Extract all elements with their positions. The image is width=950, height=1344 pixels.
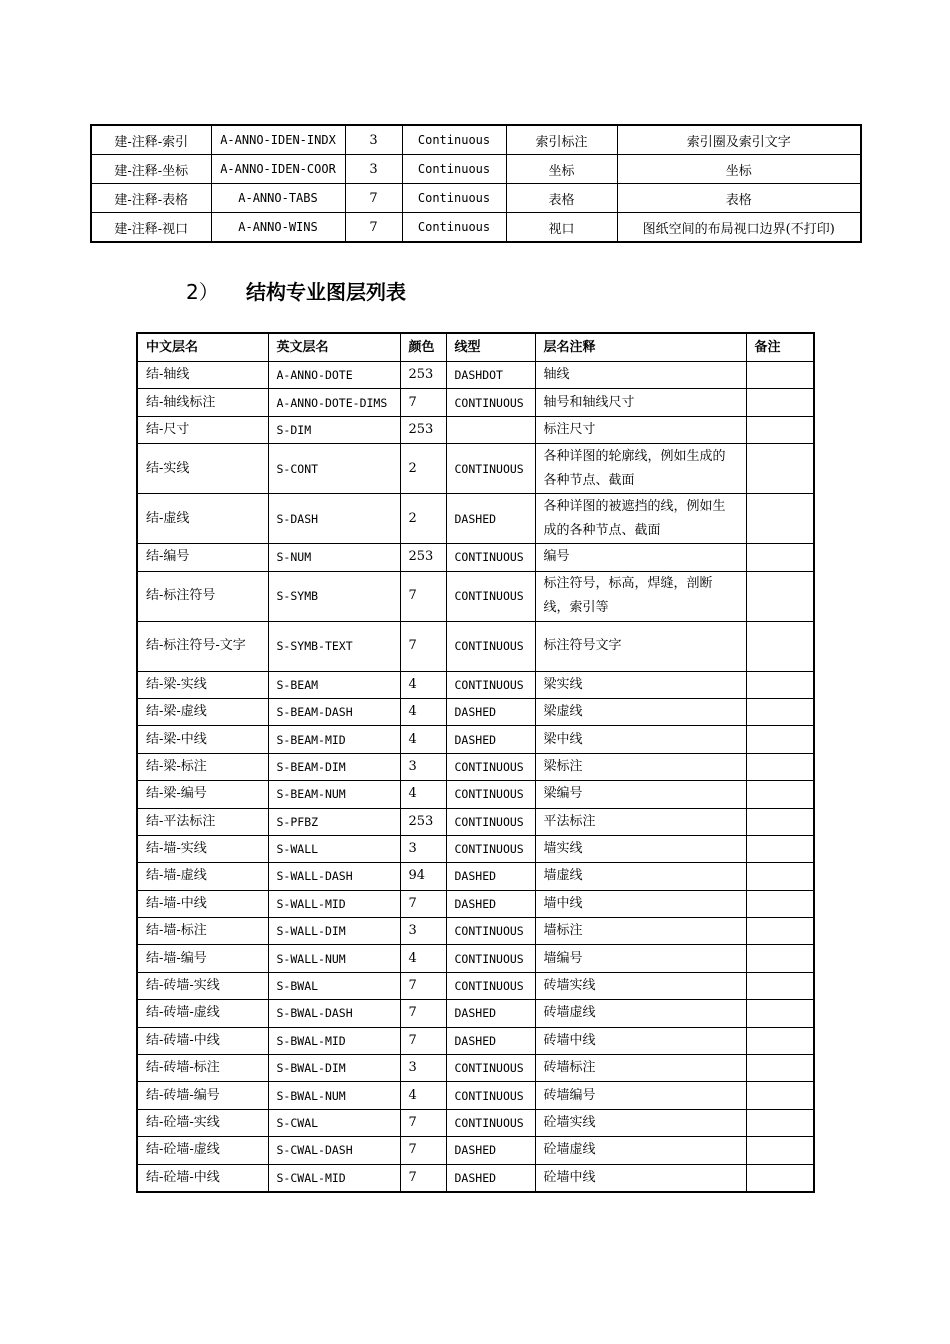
cell-cn-name: 结-平法标注 xyxy=(137,808,268,835)
cell-linetype: Continuous xyxy=(402,155,506,184)
cell-note: 索引标注 xyxy=(506,125,617,155)
cell-en-name: S-NUM xyxy=(268,544,400,571)
cell-cn-name: 结-实线 xyxy=(137,444,268,494)
table-row xyxy=(137,671,814,698)
cell-en-name: S-WALL-DIM xyxy=(268,918,400,945)
cell-linetype: CONTINUOUS xyxy=(446,621,535,671)
cell-cn-name: 结-梁-标注 xyxy=(137,753,268,780)
header-note: 层名注释 xyxy=(535,333,746,362)
cell-cn-name: 建-注释-索引 xyxy=(91,125,211,155)
cell-note: 砖墙标注 xyxy=(535,1055,746,1082)
cell-description: 表格 xyxy=(617,184,861,213)
cell-linetype: CONTINUOUS xyxy=(446,444,535,494)
table-row xyxy=(137,918,814,945)
structure-layer-table-body xyxy=(137,362,814,1192)
cell-cn-name: 结-轴线标注 xyxy=(137,389,268,416)
cell-color: 4 xyxy=(400,671,446,698)
header-en-name: 英文层名 xyxy=(268,333,400,362)
cell-note: 墙虚线 xyxy=(535,863,746,890)
section-title: 结构专业图层列表 xyxy=(246,280,406,304)
table-header-row xyxy=(137,333,814,362)
cell-note: 砖墙编号 xyxy=(535,1082,746,1109)
cell-color: 4 xyxy=(400,781,446,808)
cell-note: 砖墙实线 xyxy=(535,972,746,999)
cell-cn-name: 结-砖墙-标注 xyxy=(137,1055,268,1082)
cell-color: 253 xyxy=(400,544,446,571)
cell-remark xyxy=(746,698,814,725)
table-row xyxy=(91,213,861,243)
cell-color: 4 xyxy=(400,1082,446,1109)
cell-en-name: S-BEAM-DIM xyxy=(268,753,400,780)
cell-remark xyxy=(746,389,814,416)
cell-linetype: DASHED xyxy=(446,1000,535,1027)
cell-linetype: Continuous xyxy=(402,213,506,243)
cell-en-name: S-CONT xyxy=(268,444,400,494)
cell-note: 梁标注 xyxy=(535,753,746,780)
cell-note: 标注符号，标高，焊缝，剖断线，索引等 xyxy=(535,571,746,621)
cell-color: 3 xyxy=(400,1055,446,1082)
cell-color: 7 xyxy=(345,213,402,243)
cell-color: 2 xyxy=(400,444,446,494)
cell-note: 砖墙中线 xyxy=(535,1027,746,1054)
table-row xyxy=(137,1000,814,1027)
table-row xyxy=(137,781,814,808)
cell-cn-name: 结-标注符号-文字 xyxy=(137,621,268,671)
cell-en-name: S-BWAL-DASH xyxy=(268,1000,400,1027)
cell-cn-name: 结-梁-虚线 xyxy=(137,698,268,725)
cell-cn-name: 结-墙-标注 xyxy=(137,918,268,945)
cell-en-name: S-DIM xyxy=(268,416,400,443)
cell-linetype: Continuous xyxy=(402,184,506,213)
cell-linetype: DASHED xyxy=(446,698,535,725)
cell-en-name: S-WALL-NUM xyxy=(268,945,400,972)
table-row xyxy=(137,698,814,725)
cell-note: 平法标注 xyxy=(535,808,746,835)
cell-en-name: S-BWAL-DIM xyxy=(268,1055,400,1082)
cell-color: 94 xyxy=(400,863,446,890)
cell-remark xyxy=(746,571,814,621)
cell-cn-name: 结-墙-虚线 xyxy=(137,863,268,890)
cell-remark xyxy=(746,808,814,835)
cell-note: 编号 xyxy=(535,544,746,571)
cell-color: 7 xyxy=(400,972,446,999)
table-row xyxy=(137,444,814,494)
cell-remark xyxy=(746,1055,814,1082)
cell-note: 墙编号 xyxy=(535,945,746,972)
table-row xyxy=(137,753,814,780)
cell-remark xyxy=(746,835,814,862)
cell-note: 砼墙虚线 xyxy=(535,1137,746,1164)
header-remark: 备注 xyxy=(746,333,814,362)
table-row xyxy=(137,863,814,890)
cell-linetype: Continuous xyxy=(402,125,506,155)
cell-note: 坐标 xyxy=(506,155,617,184)
cell-en-name: A-ANNO-IDEN-INDX xyxy=(211,125,345,155)
table-row xyxy=(91,184,861,213)
table-row xyxy=(137,972,814,999)
cell-remark xyxy=(746,890,814,917)
cell-cn-name: 结-墙-编号 xyxy=(137,945,268,972)
cell-en-name: S-BWAL-MID xyxy=(268,1027,400,1054)
table-row xyxy=(137,1027,814,1054)
table-row xyxy=(137,544,814,571)
cell-linetype: DASHED xyxy=(446,726,535,753)
cell-linetype: DASHED xyxy=(446,1027,535,1054)
table-row xyxy=(137,726,814,753)
cell-remark xyxy=(746,671,814,698)
architecture-layer-table-body xyxy=(91,125,861,242)
table-row xyxy=(137,571,814,621)
cell-en-name: S-SYMB-TEXT xyxy=(268,621,400,671)
cell-remark xyxy=(746,1000,814,1027)
cell-linetype: CONTINUOUS xyxy=(446,671,535,698)
cell-en-name: S-BEAM xyxy=(268,671,400,698)
cell-cn-name: 结-墙-实线 xyxy=(137,835,268,862)
table-row xyxy=(137,389,814,416)
cell-remark xyxy=(746,863,814,890)
cell-color: 3 xyxy=(400,835,446,862)
cell-linetype: CONTINUOUS xyxy=(446,835,535,862)
cell-en-name: A-ANNO-TABS xyxy=(211,184,345,213)
cell-cn-name: 结-尺寸 xyxy=(137,416,268,443)
cell-note: 标注符号文字 xyxy=(535,621,746,671)
cell-note: 梁虚线 xyxy=(535,698,746,725)
table-row xyxy=(137,494,814,544)
table-row xyxy=(137,1082,814,1109)
cell-remark xyxy=(746,918,814,945)
cell-note: 砖墙虚线 xyxy=(535,1000,746,1027)
table-row xyxy=(137,362,814,389)
cell-color: 7 xyxy=(345,184,402,213)
cell-note: 标注尺寸 xyxy=(535,416,746,443)
cell-cn-name: 结-虚线 xyxy=(137,494,268,544)
cell-cn-name: 建-注释-视口 xyxy=(91,213,211,243)
cell-en-name: S-BWAL xyxy=(268,972,400,999)
cell-remark xyxy=(746,945,814,972)
cell-linetype: CONTINUOUS xyxy=(446,753,535,780)
cell-cn-name: 结-砼墙-中线 xyxy=(137,1164,268,1192)
cell-linetype: DASHDOT xyxy=(446,362,535,389)
cell-cn-name: 建-注释-表格 xyxy=(91,184,211,213)
cell-en-name: A-ANNO-IDEN-COOR xyxy=(211,155,345,184)
cell-en-name: S-WALL xyxy=(268,835,400,862)
cell-remark xyxy=(746,1137,814,1164)
cell-en-name: S-PFBZ xyxy=(268,808,400,835)
cell-color: 3 xyxy=(345,155,402,184)
table-row xyxy=(137,808,814,835)
cell-note: 轴线 xyxy=(535,362,746,389)
cell-en-name: S-CWAL-MID xyxy=(268,1164,400,1192)
table-row xyxy=(137,416,814,443)
table-row xyxy=(137,1109,814,1136)
cell-linetype xyxy=(446,416,535,443)
cell-description: 坐标 xyxy=(617,155,861,184)
cell-remark xyxy=(746,1109,814,1136)
cell-linetype: CONTINUOUS xyxy=(446,972,535,999)
cell-cn-name: 结-砖墙-虚线 xyxy=(137,1000,268,1027)
cell-note: 砼墙实线 xyxy=(535,1109,746,1136)
cell-cn-name: 结-砖墙-中线 xyxy=(137,1027,268,1054)
cell-remark xyxy=(746,1027,814,1054)
cell-linetype: CONTINUOUS xyxy=(446,544,535,571)
cell-en-name: S-DASH xyxy=(268,494,400,544)
cell-en-name: S-BEAM-DASH xyxy=(268,698,400,725)
cell-remark xyxy=(746,362,814,389)
table-row xyxy=(91,155,861,184)
cell-note: 梁实线 xyxy=(535,671,746,698)
cell-color: 253 xyxy=(400,416,446,443)
cell-note: 墙实线 xyxy=(535,835,746,862)
cell-en-name: A-ANNO-DOTE xyxy=(268,362,400,389)
cell-color: 253 xyxy=(400,808,446,835)
cell-cn-name: 结-梁-编号 xyxy=(137,781,268,808)
cell-note: 梁中线 xyxy=(535,726,746,753)
cell-linetype: CONTINUOUS xyxy=(446,1055,535,1082)
cell-note: 墙中线 xyxy=(535,890,746,917)
structure-layer-table xyxy=(136,332,815,1193)
cell-cn-name: 结-砼墙-虚线 xyxy=(137,1137,268,1164)
cell-linetype: CONTINUOUS xyxy=(446,1109,535,1136)
cell-note: 各种详图的被遮挡的线，例如生成的各种节点、截面 xyxy=(535,494,746,544)
table-row xyxy=(137,1137,814,1164)
cell-en-name: S-CWAL-DASH xyxy=(268,1137,400,1164)
header-color: 颜色 xyxy=(400,333,446,362)
cell-color: 4 xyxy=(400,726,446,753)
cell-linetype: CONTINUOUS xyxy=(446,1082,535,1109)
cell-cn-name: 建-注释-坐标 xyxy=(91,155,211,184)
cell-remark xyxy=(746,621,814,671)
cell-linetype: CONTINUOUS xyxy=(446,571,535,621)
cell-color: 4 xyxy=(400,945,446,972)
cell-color: 253 xyxy=(400,362,446,389)
table-row xyxy=(137,890,814,917)
cell-cn-name: 结-轴线 xyxy=(137,362,268,389)
cell-remark xyxy=(746,1082,814,1109)
cell-remark xyxy=(746,416,814,443)
cell-linetype: DASHED xyxy=(446,1164,535,1192)
cell-linetype: DASHED xyxy=(446,1137,535,1164)
section-heading xyxy=(186,276,406,305)
cell-en-name: A-ANNO-DOTE-DIMS xyxy=(268,389,400,416)
cell-en-name: A-ANNO-WINS xyxy=(211,213,345,243)
cell-remark xyxy=(746,781,814,808)
cell-note: 梁编号 xyxy=(535,781,746,808)
cell-color: 2 xyxy=(400,494,446,544)
cell-cn-name: 结-编号 xyxy=(137,544,268,571)
cell-note: 轴号和轴线尺寸 xyxy=(535,389,746,416)
cell-note: 表格 xyxy=(506,184,617,213)
cell-description: 索引圈及索引文字 xyxy=(617,125,861,155)
cell-remark xyxy=(746,753,814,780)
cell-color: 7 xyxy=(400,1000,446,1027)
cell-color: 7 xyxy=(400,1027,446,1054)
cell-cn-name: 结-砼墙-实线 xyxy=(137,1109,268,1136)
cell-color: 7 xyxy=(400,890,446,917)
cell-color: 7 xyxy=(400,1164,446,1192)
cell-linetype: CONTINUOUS xyxy=(446,389,535,416)
cell-en-name: S-CWAL xyxy=(268,1109,400,1136)
cell-en-name: S-BEAM-NUM xyxy=(268,781,400,808)
cell-color: 3 xyxy=(345,125,402,155)
cell-linetype: CONTINUOUS xyxy=(446,945,535,972)
table-row xyxy=(137,835,814,862)
cell-color: 3 xyxy=(400,918,446,945)
architecture-layer-table xyxy=(90,124,862,243)
cell-en-name: S-WALL-MID xyxy=(268,890,400,917)
cell-cn-name: 结-墙-中线 xyxy=(137,890,268,917)
cell-remark xyxy=(746,1164,814,1192)
cell-note: 墙标注 xyxy=(535,918,746,945)
cell-cn-name: 结-砖墙-实线 xyxy=(137,972,268,999)
cell-remark xyxy=(746,444,814,494)
header-linetype: 线型 xyxy=(446,333,535,362)
cell-color: 7 xyxy=(400,621,446,671)
cell-linetype: CONTINUOUS xyxy=(446,808,535,835)
cell-cn-name: 结-梁-实线 xyxy=(137,671,268,698)
cell-remark xyxy=(746,544,814,571)
cell-note: 视口 xyxy=(506,213,617,243)
cell-en-name: S-BWAL-NUM xyxy=(268,1082,400,1109)
cell-remark xyxy=(746,972,814,999)
table-row xyxy=(137,621,814,671)
cell-cn-name: 结-砖墙-编号 xyxy=(137,1082,268,1109)
cell-description: 图纸空间的布局视口边界(不打印) xyxy=(617,213,861,243)
table-row xyxy=(91,125,861,155)
cell-note: 砼墙中线 xyxy=(535,1164,746,1192)
cell-color: 7 xyxy=(400,389,446,416)
cell-linetype: CONTINUOUS xyxy=(446,781,535,808)
section-number: 2） xyxy=(186,280,219,304)
cell-color: 4 xyxy=(400,698,446,725)
cell-linetype: DASHED xyxy=(446,494,535,544)
cell-en-name: S-WALL-DASH xyxy=(268,863,400,890)
header-cn-name: 中文层名 xyxy=(137,333,268,362)
table-row xyxy=(137,945,814,972)
cell-remark xyxy=(746,494,814,544)
cell-cn-name: 结-标注符号 xyxy=(137,571,268,621)
cell-color: 3 xyxy=(400,753,446,780)
cell-note: 各种详图的轮廓线，例如生成的各种节点、截面 xyxy=(535,444,746,494)
cell-color: 7 xyxy=(400,571,446,621)
cell-linetype: CONTINUOUS xyxy=(446,918,535,945)
cell-linetype: DASHED xyxy=(446,890,535,917)
cell-en-name: S-SYMB xyxy=(268,571,400,621)
table-row xyxy=(137,1164,814,1192)
cell-en-name: S-BEAM-MID xyxy=(268,726,400,753)
cell-remark xyxy=(746,726,814,753)
cell-cn-name: 结-梁-中线 xyxy=(137,726,268,753)
table-row xyxy=(137,1055,814,1082)
cell-color: 7 xyxy=(400,1109,446,1136)
cell-linetype: DASHED xyxy=(446,863,535,890)
cell-color: 7 xyxy=(400,1137,446,1164)
